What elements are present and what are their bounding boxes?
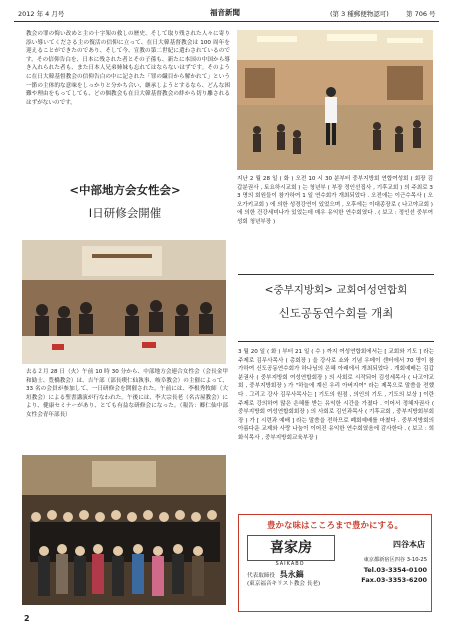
ad-owner-block (247, 571, 337, 588)
chubu-kr-subtitle: 신도공동연수회를 개최 (278, 306, 394, 320)
page-header (14, 7, 439, 21)
ad-contact-block (339, 555, 427, 585)
ad-store: 四谷本店 (393, 540, 425, 549)
article-kr-report-body: 지난 2 월 28 일 ( 화 ) 오전 10 시 30 분부터 중부지방회 연합여성회 ( 회장 김갑분권사 , 토요하시교회 ) 는 청년부 ( 부장 정인선집사 , 기후교회 ) 의 주최로 33 명의 회원들이 참가하여 1 일 연수회가 개최되었다 . 오전에는 이근수목사 ( 오오가키교회 ) 에 의한 성경강연이 있었으며 , 오후에는 이대종장로 ( 나고야교회 ) 에 의한 건강세미나가 있었는데 매우 유익한 연수회였다 . ( 보고 : 정인선 중부여성회 청년부장 ) (237, 176, 433, 225)
ad-brand: 喜家房 (247, 535, 335, 561)
chubu-jp-title: <中部地方会女性会> (69, 183, 181, 197)
ad-owner-role: 代表取締役 (247, 573, 275, 579)
ad-slogan: 豊かな味はこころまで豊かにする。 (266, 521, 403, 531)
photo-meeting-hall (237, 30, 433, 170)
ad-address: 東京都新宿区四谷 3-10-25 (363, 557, 427, 563)
article-kr-chubu-body: 3 월 20 일 ( 화 ) 부터 21 일 ( 수 ) 까지 여성연합회에서는 [ 교회와 기도 ] 라는 주제로 김무사목사 ( 총회장 ) 을 강사로 쇼와 기념 우메이 센터에서 70 명이 참가하여 신도공동연수회가 하나님의 은혜 아래에서 개최되었다 . 개회예배는 김갑분권사 ( 중부지방회 여성연합회장 ) 의 사회로 시작되어 김성세목사 ( 나고야교회 , 중부지방회장 ) 가 "하늘에 계신 우리 아버지여" 라는 제목으로 말씀을 전했다 . 그리고 강사 김무사목사는 [ 기도의 원점 , 의인의 기도 , 기도의 보상 ] 이란 주제로 강의하여 많은 은혜를 받는 유익한 시간을 가졌다 . 이어서 정혜자권사 ( 중부지방회 여성연합회회장 ) 의 사회로 김인과목사 ( 기후교회 , 중부지방회부회장 ) 가 [ 시련과 예배 ] 라는 말씀을 전하므로 폐회예배를 마쳤다 . 중부지방회의 아름다운 교제와 사랑 나눔이 이어진 유익한 연수회였음에 감사한다 . ( 보고 : 희화식목사 , 중부지방회교육부장 ) (238, 349, 434, 441)
chubu-jp-subtitle: Ⅰ日研修会開催 (88, 206, 162, 220)
license-note: (第 3 種郵便物認可) (330, 10, 389, 18)
issue-date: 2012 年 4 月号 (18, 10, 65, 18)
ad-brand-roman: SAIKABO (275, 561, 305, 567)
photo-seminar-room (22, 240, 226, 364)
chubu-kr-title: <중부지방회> 교회여성연합회 (264, 284, 408, 296)
chubu-jp-title-block (20, 182, 230, 222)
ad-fax: Fax.03-3353-6200 (361, 576, 427, 584)
article-top-body: 教会の罪の悔い改めと主の十字架の救しの歴史、そして取り残された人々に寄り添い導いてくださる主の復活の信仰に立って、在日大韓基督教会は 100 周年を迎えることができたのであり、そして今、宣教の第二世紀に遣わされているのです。その信仰告白を、日本に残された者とその子孫も、新たに本国の中国から導き入れられた者も、また日本人兄弟姉妹も忘れてはならないはずです。そのように在日大韓基督教会の信仰告白の中に記された「罪の繊目から解かれて」という一節の主体的な意味をしっかりと分かち合い、継承しようとするなら、どんな困難や理由をもってしても、どの個教会も在日大韓基督教会の絆から切り離されるはずがないのです。 (26, 31, 230, 106)
photo-group (22, 455, 226, 605)
issue-number: 第 706 号 (406, 10, 436, 18)
chubu-kr-title-box (238, 274, 434, 342)
page-number: 2 (24, 614, 30, 623)
ad-owner-name: 呉永鎬 (279, 570, 304, 579)
advertisement-box (238, 514, 432, 612)
ad-owner-church: (東京福音キリスト教会 長老) (247, 581, 321, 587)
masthead: 福音新聞 (210, 8, 240, 17)
ad-tel: Tel.03-3354-0100 (363, 566, 427, 574)
article-jp-chubu-body: 去る２月 28 日（火）午前 10 時 30 分から、中部地方会連合女性会（会長金甲和勧士、豊橋教会）は、吉午部（部長喫仁仙執事、岐阜教会）の主催によって、33 名の会員が参加して、一日研修会を開催された。午前には、李根秀牧師（大垣教会）による聖書講演が行なわれた。午後には、李大宗長老（名古屋教会）により、健康セミナーがあり、とても有益な研修会になった。（報告：郷仁仙中部女性会青年部長） (26, 369, 228, 418)
header-rule (14, 21, 439, 22)
